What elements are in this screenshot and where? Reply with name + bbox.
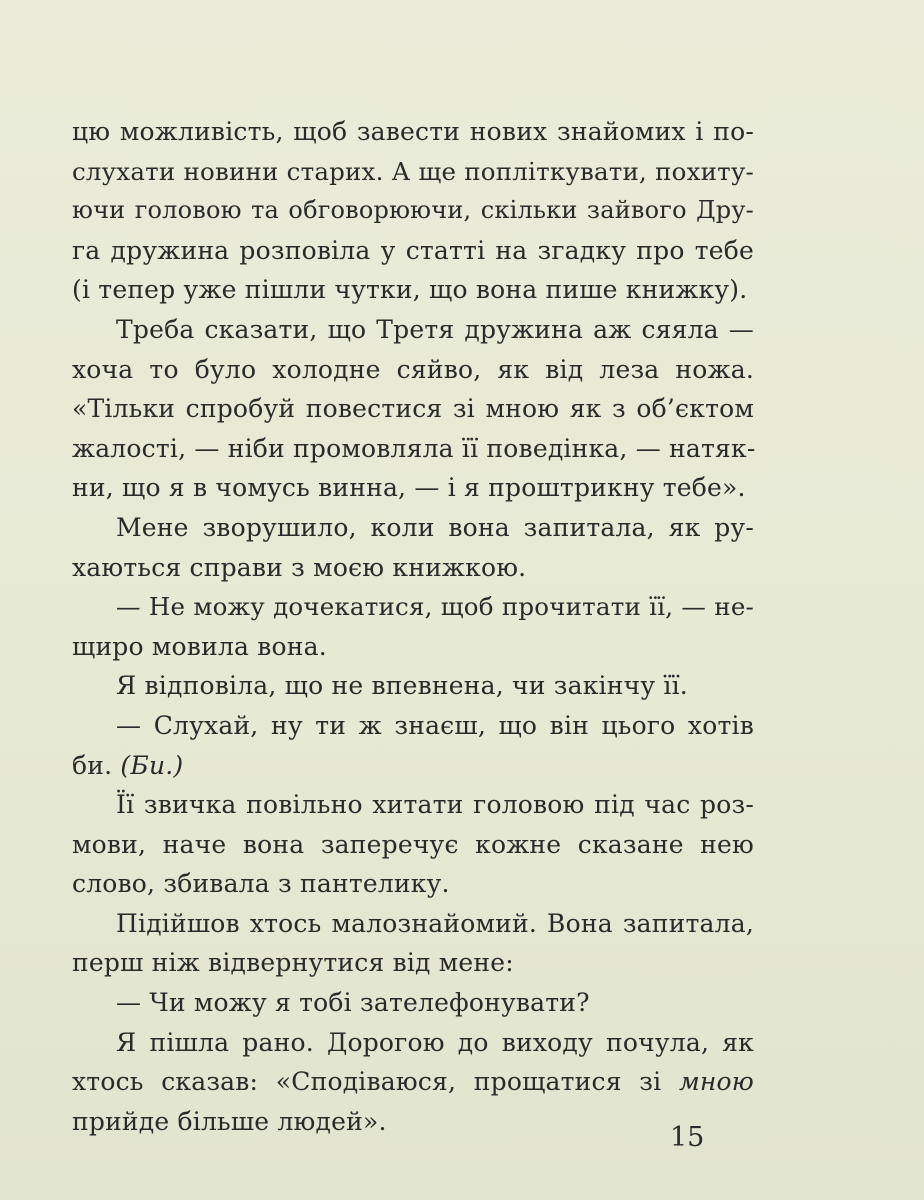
text-line: слово, збивала з пантелику. (72, 869, 450, 899)
text-line: ючи головою та обговорюючи, скільки зайвого Дру- (72, 196, 754, 225)
text-line: цю можливість, щоб завести нових знайомих і по- (72, 117, 754, 146)
text-line: хаються справи з моєю книжкою. (72, 552, 527, 582)
text-line: — Чи можу я тобі зателефонувати? (116, 988, 590, 1018)
italic-text: мною (678, 1067, 754, 1097)
text-line: Мене зворушило, коли вона запитала, як ру- (116, 512, 754, 542)
text-line: прийде більше людей». (72, 1106, 387, 1136)
text-line: слухати новини старих. А ще попліткувати, похиту- (72, 156, 754, 186)
text-line: ни, що я в чомусь винна, — і я проштрикну тебе». (72, 473, 746, 503)
text-line: хтось сказав: «Сподіваюся, прощатися зі мною (72, 1067, 754, 1097)
text-line: перш ніж відвернутися від мене: (72, 948, 514, 978)
text-line: — Не можу дочекатися, щоб прочитати її, — не- (116, 592, 754, 622)
text-line: «Тільки спробуй повестися зі мною як з об’єктом (72, 394, 754, 424)
text-line: хоча то було холодне сяйво, як від леза ножа. (72, 354, 754, 384)
text-line: щиро мовила вона. (72, 631, 327, 661)
text-line: мови, наче вона заперечує кожне сказане нею (72, 829, 754, 859)
body-text (72, 112, 754, 1141)
text-line: Я пішла рано. Дорогою до виходу почула, як (116, 1027, 754, 1057)
text-line: — Слухай, ну ти ж знаєш, що він цього хотів (116, 710, 754, 740)
text-line: би. (Би.) (72, 750, 184, 780)
text-line: га дружина розповіла у статті на згадку про тебе (72, 235, 754, 265)
text-line: Я відповіла, що не впевнена, чи закінчу її. (116, 671, 688, 701)
text-line: жалості, — ніби промовляла її поведінка, — натяк- (72, 433, 756, 463)
italic-text: (Би.) (120, 750, 184, 780)
text-line: (і тепер уже пішли чутки, що вона пише книжку). (72, 275, 748, 305)
page-number: 15 (670, 1122, 705, 1153)
text-line: Її звичка повільно хитати головою під час роз- (116, 790, 754, 820)
text-line: Треба сказати, що Третя дружина аж сяяла — (116, 314, 754, 344)
text-line: Підійшов хтось малознайомий. Вона запитала, (116, 908, 754, 938)
